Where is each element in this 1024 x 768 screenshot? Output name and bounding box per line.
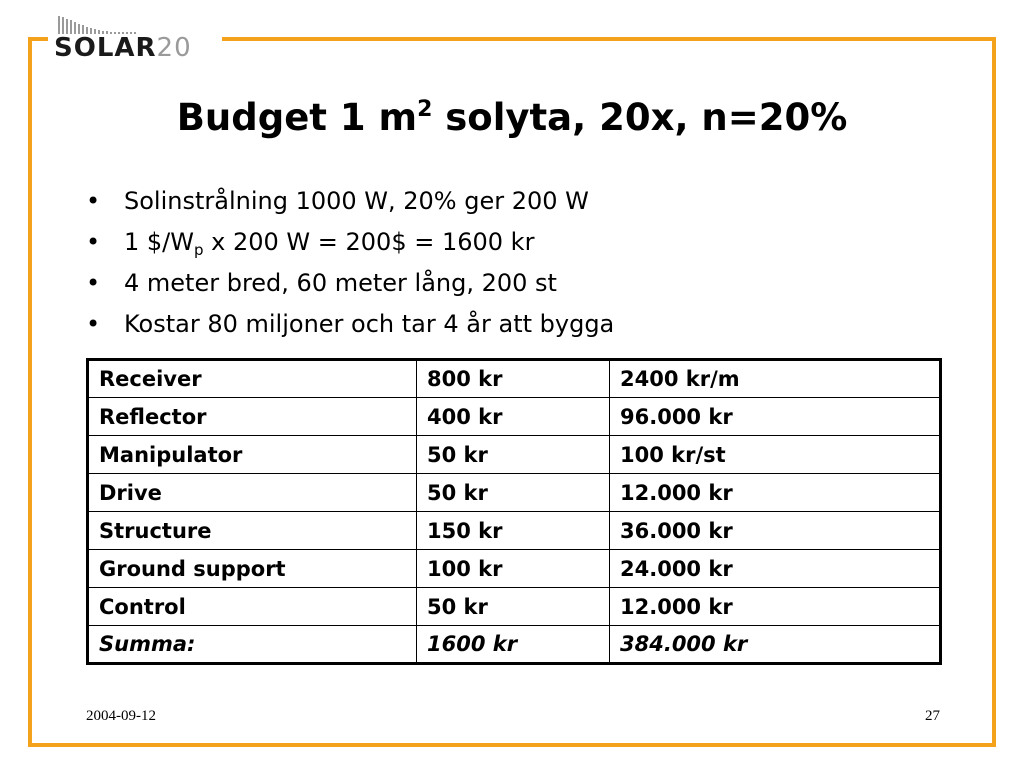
bullet-icon: • bbox=[86, 187, 101, 215]
table-cell-unit-cost: 50 kr bbox=[417, 436, 610, 474]
title-superscript: 2 bbox=[417, 97, 433, 122]
table-cell-item: Ground support bbox=[88, 550, 417, 588]
bullet-text-pre: 1 $/W bbox=[124, 228, 194, 256]
bullet-item bbox=[86, 307, 614, 348]
bullet-text-post: x 200 W = 200$ = 1600 kr bbox=[203, 228, 535, 256]
logo-main-text: SOLAR bbox=[54, 33, 157, 63]
budget-table bbox=[86, 358, 942, 665]
bullet-item bbox=[86, 266, 614, 307]
table-total-row bbox=[88, 626, 941, 664]
table-cell-total-cost: 12.000 kr bbox=[610, 474, 941, 512]
table-row bbox=[88, 550, 941, 588]
table-cell-unit-cost: 400 kr bbox=[417, 398, 610, 436]
bullet-icon: • bbox=[86, 228, 101, 256]
table-cell-item: Structure bbox=[88, 512, 417, 550]
logo-wordmark bbox=[54, 33, 192, 63]
logo-bars-icon bbox=[58, 16, 168, 34]
title-suffix: solyta, 20x, n=20% bbox=[432, 96, 848, 139]
table-cell-total-cost: 36.000 kr bbox=[610, 512, 941, 550]
table-cell-item: Manipulator bbox=[88, 436, 417, 474]
table-cell-total-cost: 96.000 kr bbox=[610, 398, 941, 436]
table-row bbox=[88, 588, 941, 626]
bullet-item bbox=[86, 184, 614, 225]
table-cell-total-cost: 100 kr/st bbox=[610, 436, 941, 474]
table-row bbox=[88, 398, 941, 436]
table-cell-item: Control bbox=[88, 588, 417, 626]
bullet-icon: • bbox=[86, 269, 101, 297]
bullet-text: Kostar 80 miljoner och tar 4 år att bygga bbox=[124, 310, 615, 338]
bullet-subscript: p bbox=[193, 241, 204, 259]
bullet-item bbox=[86, 225, 614, 266]
bullet-icon: • bbox=[86, 310, 101, 338]
table-row bbox=[88, 436, 941, 474]
title-prefix: Budget 1 m bbox=[176, 96, 418, 139]
bullet-list bbox=[86, 184, 614, 348]
total-unit-cost: 1600 kr bbox=[417, 626, 610, 664]
bullet-text: Solinstrålning 1000 W, 20% ger 200 W bbox=[124, 187, 589, 215]
footer-date: 2004-09-12 bbox=[86, 708, 156, 724]
table-cell-unit-cost: 50 kr bbox=[417, 474, 610, 512]
total-label: Summa: bbox=[88, 626, 417, 664]
table-cell-total-cost: 12.000 kr bbox=[610, 588, 941, 626]
table-cell-unit-cost: 100 kr bbox=[417, 550, 610, 588]
table-cell-unit-cost: 50 kr bbox=[417, 588, 610, 626]
table-cell-item: Drive bbox=[88, 474, 417, 512]
table-cell-item: Receiver bbox=[88, 360, 417, 398]
table-cell-unit-cost: 800 kr bbox=[417, 360, 610, 398]
page-number: 27 bbox=[925, 708, 940, 724]
solar20-logo bbox=[48, 16, 222, 63]
table-row bbox=[88, 474, 941, 512]
table-row bbox=[88, 360, 941, 398]
slide-title bbox=[0, 96, 1024, 139]
table-cell-unit-cost: 150 kr bbox=[417, 512, 610, 550]
total-cost: 384.000 kr bbox=[610, 626, 941, 664]
table-row bbox=[88, 512, 941, 550]
table-cell-item: Reflector bbox=[88, 398, 417, 436]
table-cell-total-cost: 2400 kr/m bbox=[610, 360, 941, 398]
table-cell-total-cost: 24.000 kr bbox=[610, 550, 941, 588]
logo-number-text: 20 bbox=[156, 33, 192, 63]
bullet-text: 4 meter bred, 60 meter lång, 200 st bbox=[124, 269, 557, 297]
